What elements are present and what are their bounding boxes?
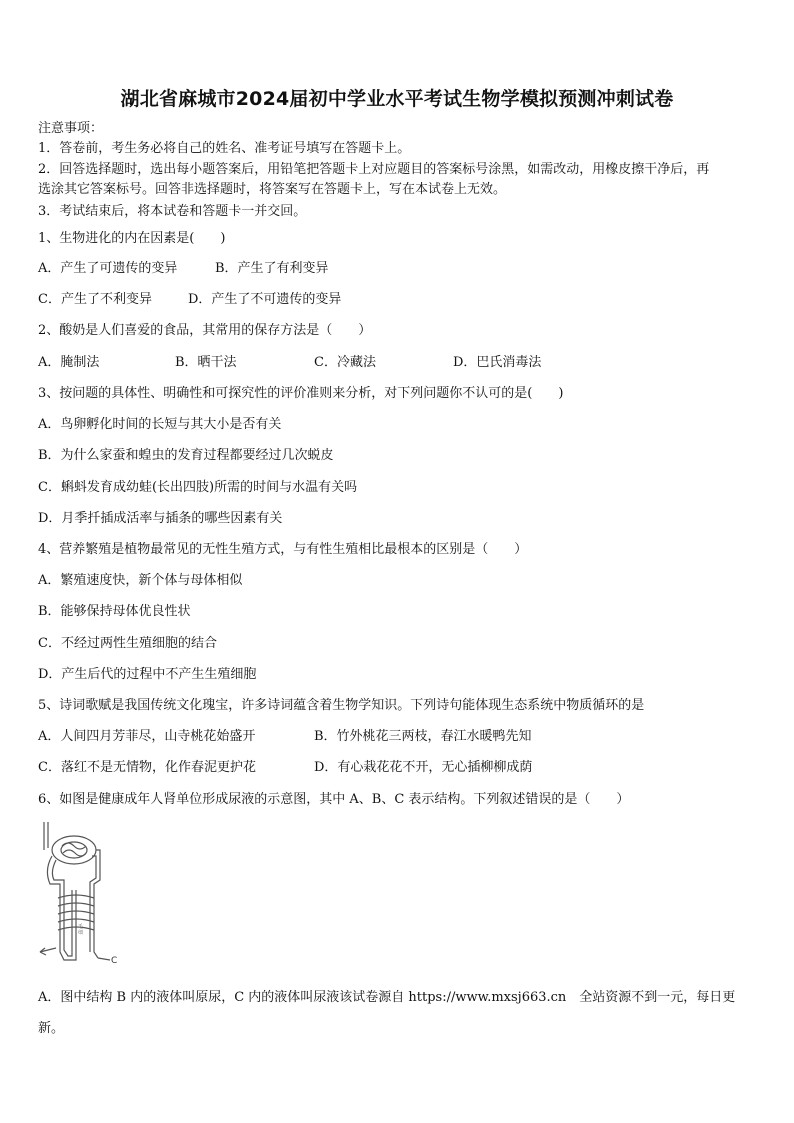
question-2-option-b: B．晒干法	[175, 355, 237, 370]
question-4-option-d: D．产生后代的过程中不产生生殖细胞	[38, 667, 257, 682]
notice-item-2: 2．回答选择题时，选出每小题答案后，用铅笔把答题卡上对应题目的答案标号涂黑，如需改动，用橡皮擦干净后，再	[38, 162, 710, 177]
renal-tubule-line	[94, 850, 100, 958]
question-4-stem: 4、营养繁殖是植物最常见的无性生殖方式，与有性生殖相比最根本的区别是（ ）	[38, 542, 528, 557]
question-1-option-b: B．产生了有利变异	[215, 261, 329, 276]
notice-item-1: 1．答卷前，考生务必将自己的姓名、准考证号填写在答题卡上。	[38, 141, 411, 156]
question-4-option-a: A．繁殖速度快，新个体与母体相似	[38, 573, 243, 588]
page-title: 湖北省麻城市2024届初中学业水平考试生物学模拟预测冲刺试卷	[120, 88, 674, 110]
question-6-option-a: A．图中结构 B 内的液体叫原尿，C 内的液体叫尿液该试卷源自 https://www.mxsj663.cn 全站资源不到一元，每日更	[38, 990, 736, 1005]
figure-label-c: C	[111, 956, 118, 966]
question-1-option-d: D．产生了不可遗传的变异	[188, 292, 342, 307]
question-2-option-d: D．巴氏消毒法	[453, 355, 542, 370]
question-2-option-c: C．冷藏法	[314, 355, 376, 370]
question-4-option-c: C．不经过两性生殖细胞的结合	[38, 636, 217, 651]
question-2-option-a: A．腌制法	[38, 355, 100, 370]
question-5-option-d: D．有心栽花花不开，无心插柳柳成荫	[314, 760, 533, 775]
question-4-option-b: B．能够保持母体优良性状	[38, 604, 191, 619]
figure-tiny-label-2: 细	[78, 930, 84, 936]
notice-item-2-cont: 选涂其它答案标号。回答非选择题时，将答案写在答题卡上，写在本试卷上无效。	[38, 182, 507, 197]
question-3-option-a: A．鸟卵孵化时间的长短与其大小是否有关	[38, 417, 282, 432]
notice-heading: 注意事项：	[38, 121, 104, 136]
question-3-option-c: C．蝌蚪发育成幼蛙(长出四肢)所需的时间与水温有关吗	[38, 480, 358, 495]
question-5-option-c: C．落红不是无情物，化作春泥更护花	[38, 760, 256, 775]
question-3-option-d: D．月季扦插成活率与插条的哪些因素有关	[38, 511, 283, 526]
nephron-diagram	[36, 820, 126, 970]
question-2-stem: 2、酸奶是人们喜爱的食品，其常用的保存方法是（ ）	[38, 323, 372, 338]
question-5-option-a: A．人间四月芳菲尽，山寺桃花始盛开	[38, 729, 256, 744]
question-3-option-b: B．为什么家蚕和蝗虫的发育过程都要经过几次蜕皮	[38, 448, 334, 463]
question-6-stem: 6、如图是健康成年人肾单位形成尿液的示意图，其中 A、B、C 表示结构。下列叙述错误的是（ ）	[38, 792, 630, 807]
question-6-option-a-cont: 新。	[38, 1021, 65, 1036]
question-5-option-b: B．竹外桃花三两枝，春江水暖鸭先知	[314, 729, 532, 744]
question-5-stem: 5、诗词歌赋是我国传统文化瑰宝，许多诗词蕴含着生物学知识。下列诗句能体现生态系统中物质循环的是	[38, 698, 645, 713]
notice-item-3: 3．考试结束后，将本试卷和答题卡一并交回。	[38, 204, 307, 219]
question-1-stem: 1、生物进化的内在因素是( )	[38, 231, 226, 246]
question-3-stem: 3、按问题的具体性、明确性和可探究性的评价准则来分析，对下列问题你不认可的是( )	[38, 386, 564, 401]
renal-capsule-shape	[52, 836, 96, 864]
figure-tiny-label-1: 毛	[78, 924, 84, 930]
question-1-option-c: C．产生了不利变异	[38, 292, 152, 307]
question-1-option-a: A．产生了可遗传的变异	[38, 261, 178, 276]
